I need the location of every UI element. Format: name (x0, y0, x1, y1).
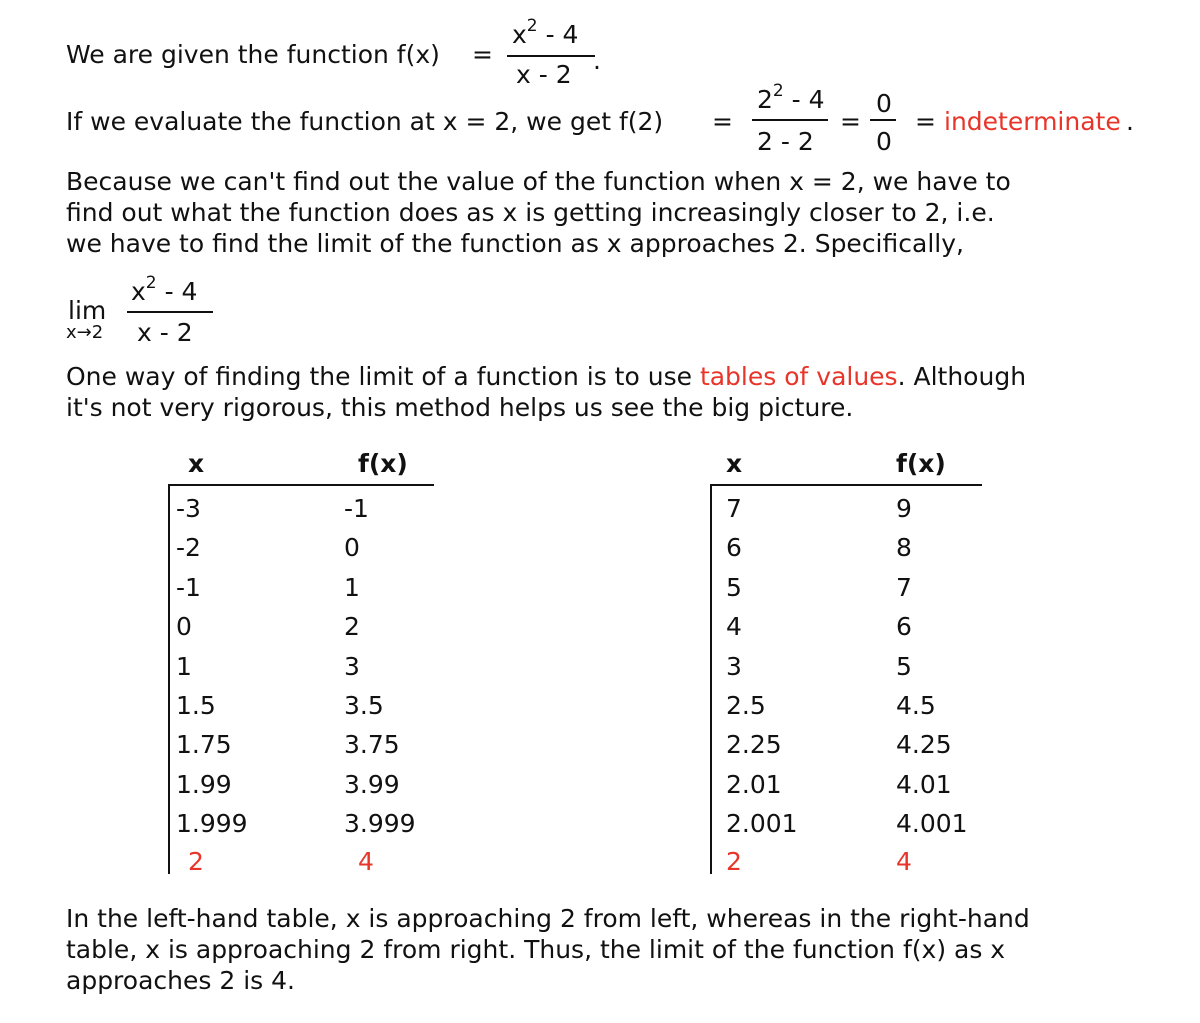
because-line-3: we have to find the limit of the function as x approaches 2. Specifically, (66, 229, 964, 258)
given-numerator-base: x (512, 20, 527, 49)
right-table-x-cell: 7 (726, 494, 742, 523)
left-table-header-rule (168, 484, 434, 486)
evaluate-numerator-exp: 2 (772, 81, 784, 101)
given-equals: = (472, 40, 493, 69)
because-paragraph (66, 166, 1011, 259)
left-table-x-cell: -2 (176, 533, 201, 562)
left-table-fx-cell: 3.999 (344, 809, 416, 838)
right-table-x-cell: 3 (726, 652, 742, 681)
left-table-x-cell: 1 (176, 652, 192, 681)
left-table-final-fx: 4 (358, 847, 374, 876)
given-period: . (593, 46, 601, 75)
evaluate-equals-3: = (915, 107, 936, 136)
method-line-1 (66, 361, 1026, 392)
right-table-fx-cell: 4.25 (896, 730, 952, 759)
right-table-x-cell: 2.5 (726, 691, 766, 720)
left-table-x-cell: -1 (176, 573, 201, 602)
zero-fraction-bar (870, 119, 896, 121)
left-table-fx-cell: 3.99 (344, 770, 400, 799)
evaluate-text: If we evaluate the function at x = 2, we get f(2) (66, 107, 664, 136)
right-table-final-fx: 4 (896, 847, 912, 876)
evaluate-equals: = (712, 107, 733, 136)
conclusion-line-3: approaches 2 is 4. (66, 966, 295, 995)
limit-numerator-exp: 2 (145, 273, 157, 293)
right-table-x-cell: 2.001 (726, 809, 798, 838)
left-table-fx-cell: 3.5 (344, 691, 384, 720)
tables-of-values-highlight: tables of values (699, 362, 898, 391)
limit-numerator (131, 273, 198, 306)
given-text: We are given the function f(x) (66, 40, 440, 69)
left-table-fx-cell: 2 (344, 612, 360, 641)
left-table-fx-cell: 1 (344, 573, 360, 602)
method-line-1-post: . Although (897, 362, 1027, 391)
evaluate-numerator-rest: - 4 (783, 85, 825, 114)
left-table-final-x: 2 (188, 847, 204, 876)
evaluate-denominator: 2 - 2 (757, 127, 814, 156)
right-table-left-border (710, 486, 712, 874)
left-table-x-cell: 1.99 (176, 770, 232, 799)
right-table-fx-cell: 4.001 (896, 809, 968, 838)
given-fraction-bar (507, 55, 595, 57)
indeterminate-result: indeterminate (944, 107, 1121, 136)
zero-numerator: 0 (876, 89, 892, 118)
evaluate-equals-2: = (840, 107, 861, 136)
left-table-header-x: x (188, 449, 205, 478)
because-line-2: find out what the function does as x is getting increasingly closer to 2, i.e. (66, 198, 995, 227)
evaluate-period: . (1126, 107, 1134, 136)
left-table-fx-cell: 0 (344, 533, 360, 562)
left-table-x-cell: 1.999 (176, 809, 248, 838)
given-numerator (512, 16, 579, 49)
right-table-fx-cell: 9 (896, 494, 912, 523)
right-table-x-cell: 2.01 (726, 770, 782, 799)
evaluate-numerator (757, 81, 825, 114)
right-table-fx-cell: 4.5 (896, 691, 936, 720)
left-table-header-fx: f(x) (358, 449, 408, 478)
limit-lim: lim (68, 296, 107, 325)
given-numerator-exp: 2 (526, 16, 538, 36)
right-table-header-rule (710, 484, 982, 486)
left-table-x-cell: -3 (176, 494, 201, 523)
conclusion-paragraph (66, 903, 1030, 996)
limit-subscript: x→2 (66, 322, 104, 343)
method-line-2: it's not very rigorous, this method helps us see the big picture. (66, 393, 854, 422)
right-table-x-cell: 4 (726, 612, 742, 641)
right-table-fx-cell: 7 (896, 573, 912, 602)
given-numerator-rest: - 4 (537, 20, 579, 49)
right-table-fx-cell: 6 (896, 612, 912, 641)
right-table-header-fx: f(x) (896, 449, 946, 478)
left-table-x-cell: 1.75 (176, 730, 232, 759)
right-table-fx-cell: 5 (896, 652, 912, 681)
right-table-fx-cell: 4.01 (896, 770, 952, 799)
limit-numerator-rest: - 4 (156, 277, 198, 306)
right-table-header-x: x (726, 449, 743, 478)
limit-numerator-base: x (131, 277, 146, 306)
right-table-x-cell: 2.25 (726, 730, 782, 759)
evaluate-numerator-base: 2 (757, 85, 773, 114)
left-table-fx-cell: -1 (344, 494, 369, 523)
right-table-x-cell: 6 (726, 533, 742, 562)
limit-fraction-bar (127, 311, 213, 313)
because-line-1: Because we can't find out the value of the function when x = 2, we have to (66, 167, 1011, 196)
left-table-x-cell: 0 (176, 612, 192, 641)
limit-denominator: x - 2 (137, 318, 193, 347)
conclusion-line-2: table, x is approaching 2 from right. Thus, the limit of the function f(x) as x (66, 935, 1006, 964)
right-table-x-cell: 5 (726, 573, 742, 602)
left-table-x-cell: 1.5 (176, 691, 216, 720)
right-table-final-x: 2 (726, 847, 742, 876)
method-paragraph (66, 361, 1026, 423)
given-denominator: x - 2 (516, 60, 572, 89)
left-table-fx-cell: 3.75 (344, 730, 400, 759)
left-table-fx-cell: 3 (344, 652, 360, 681)
evaluate-fraction-bar (752, 119, 828, 121)
zero-denominator: 0 (876, 127, 892, 156)
method-line-1-pre: One way of finding the limit of a function is to use (66, 362, 700, 391)
right-table-fx-cell: 8 (896, 533, 912, 562)
left-table-left-border (168, 486, 170, 874)
conclusion-line-1: In the left-hand table, x is approaching 2 from left, whereas in the right-hand (66, 904, 1030, 933)
